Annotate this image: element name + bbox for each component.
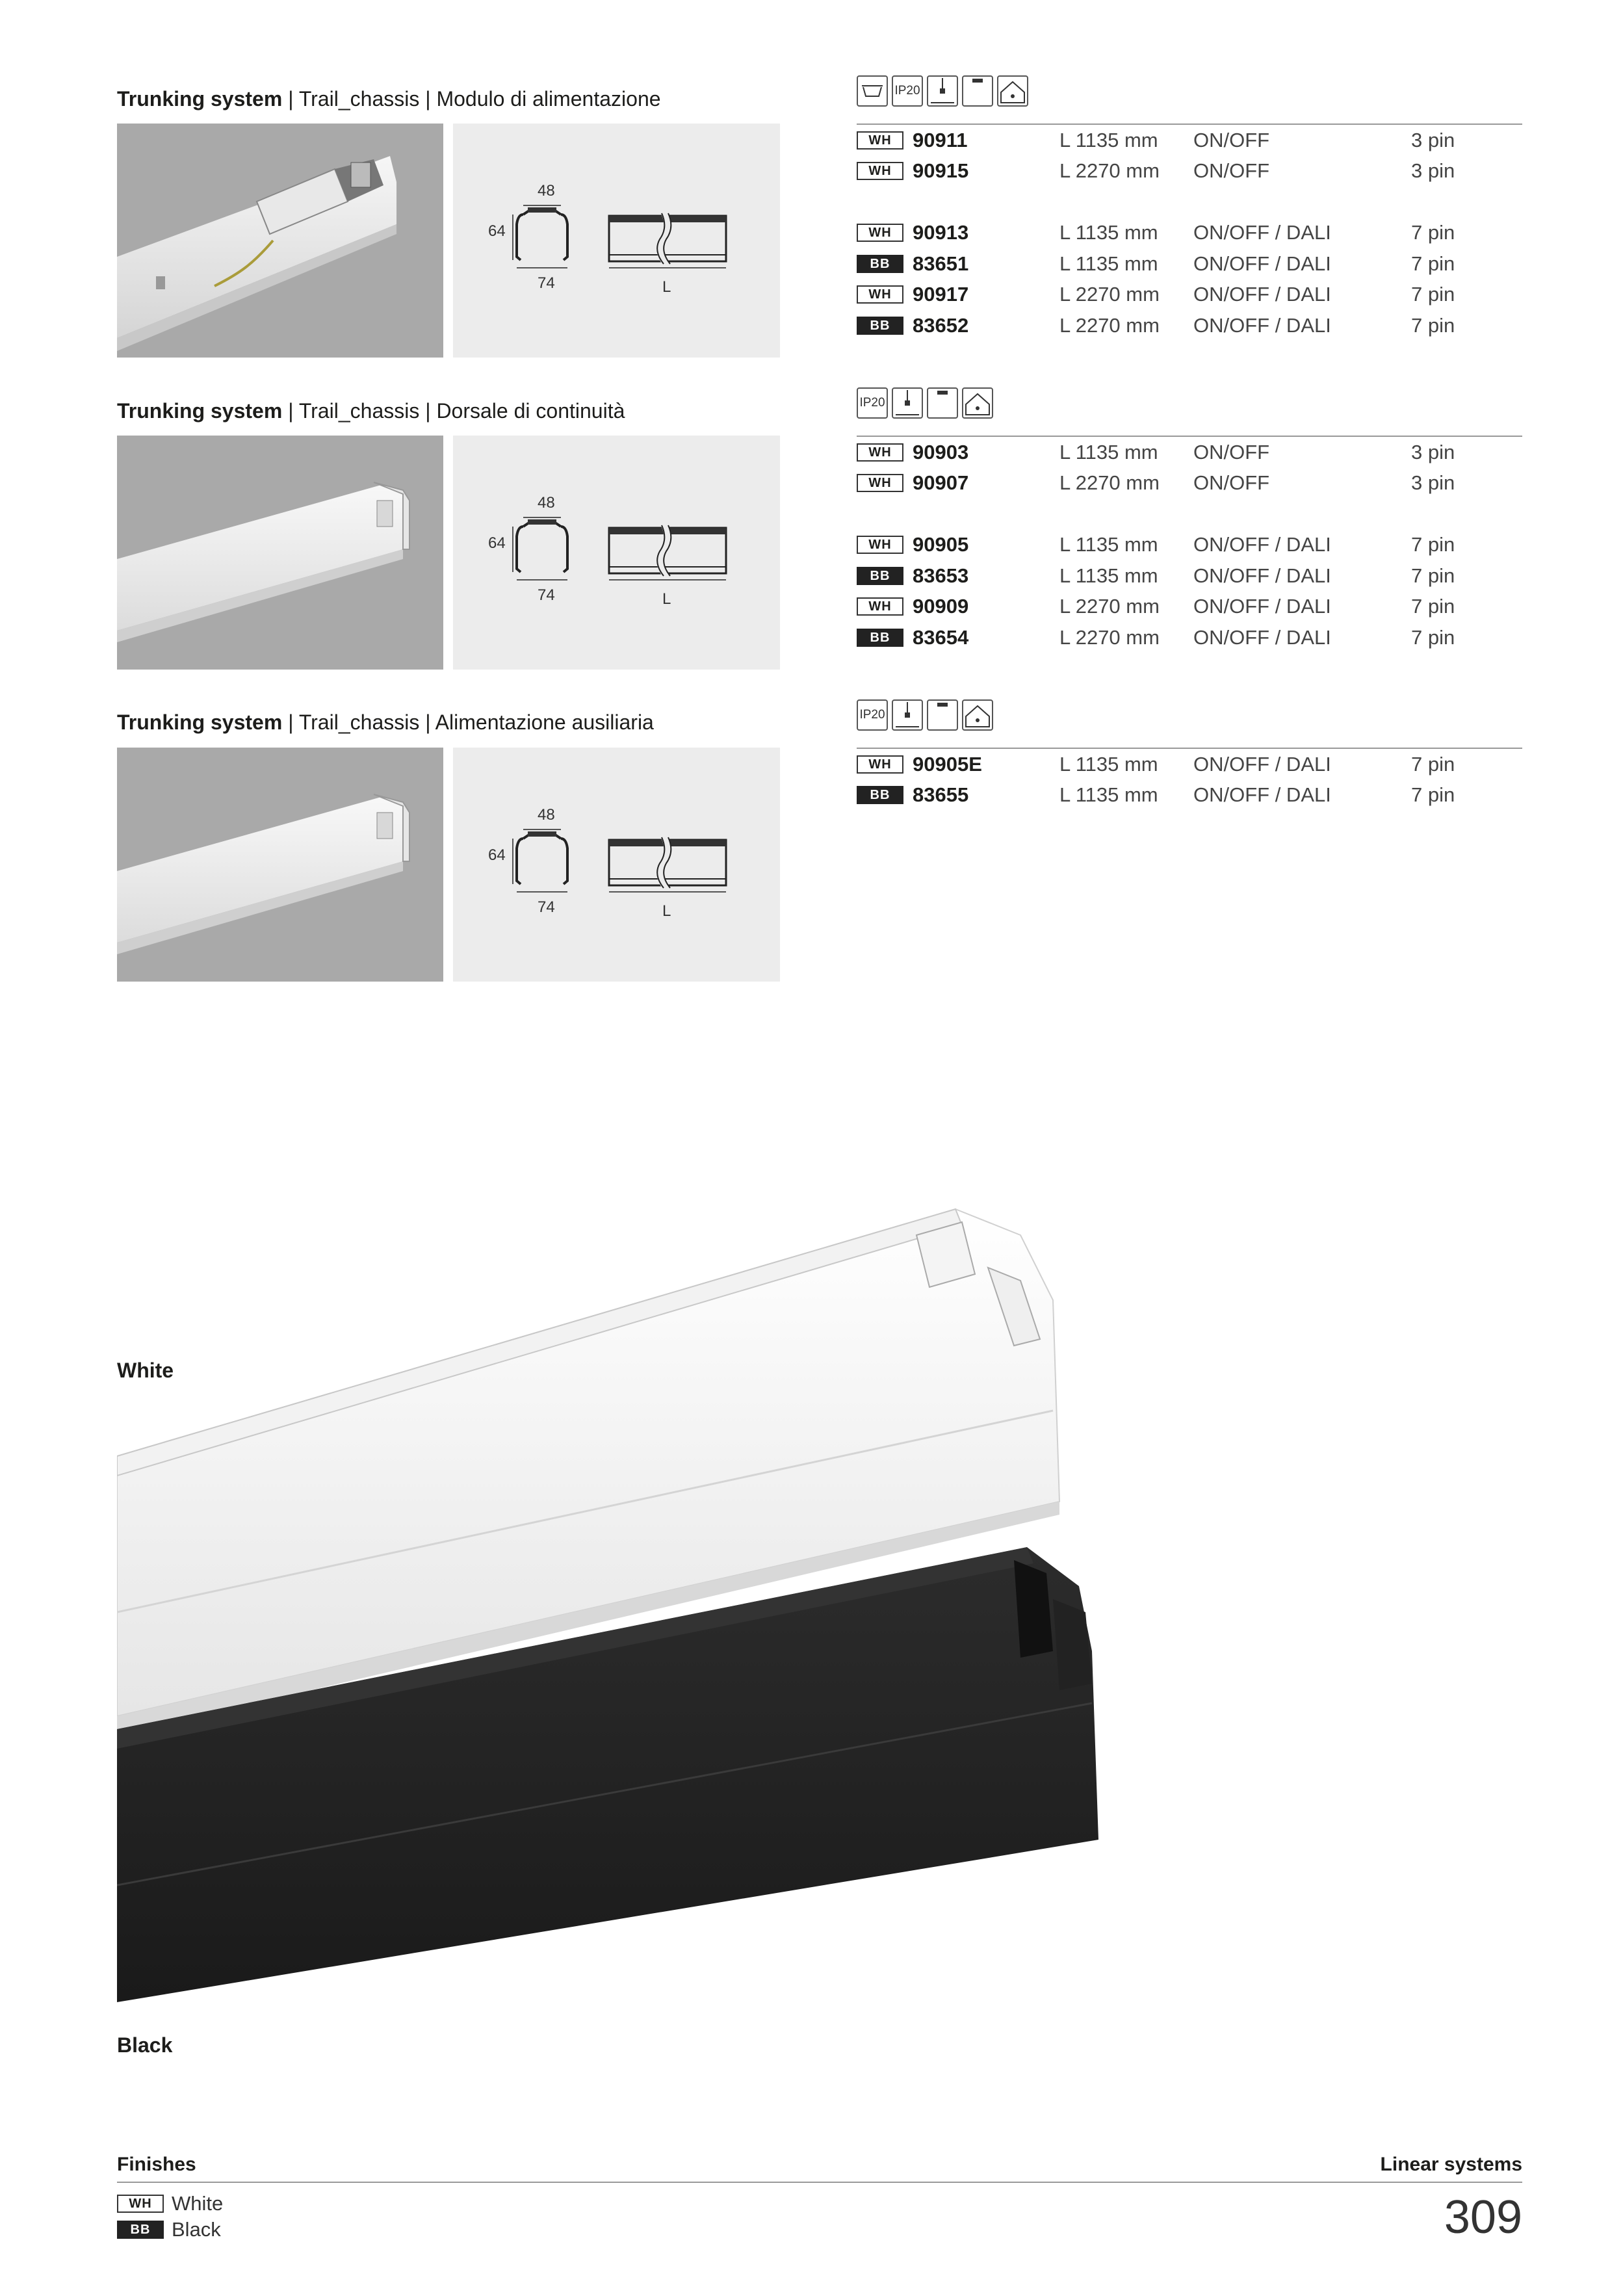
product-control: ON/OFF / DALI [1193, 783, 1331, 806]
product-pins: 3 pin [1411, 159, 1455, 182]
product-pins: 3 pin [1411, 441, 1455, 463]
product-row [857, 594, 1522, 620]
legend-code: BB [117, 2221, 164, 2239]
finish-badge: WH [857, 443, 903, 462]
product-row [857, 439, 1522, 465]
dimension-drawing [453, 436, 780, 670]
pendant-icon [927, 75, 958, 107]
product-row [857, 625, 1522, 651]
section-subtitle: Trail_chassis | Alimentazione ausiliaria [298, 711, 654, 734]
ceiling-icon [927, 387, 958, 419]
dim-width-bottom: 74 [538, 274, 555, 292]
product-row [857, 251, 1522, 277]
product-length: L 2270 mm [1059, 159, 1160, 182]
product-length: L 1135 mm [1059, 221, 1158, 244]
dimension-drawing [453, 124, 780, 358]
footer-category: Linear systems [1380, 2154, 1522, 2175]
surface-mount-icon [857, 75, 888, 107]
dim-height: 64 [488, 846, 506, 864]
product-photo-aux-power [117, 748, 443, 982]
finish-badge: BB [857, 629, 903, 647]
product-row [857, 220, 1522, 246]
product-length: L 2270 mm [1059, 283, 1160, 306]
ip20-icon: IP20 [857, 699, 888, 731]
product-control: ON/OFF / DALI [1193, 533, 1331, 556]
dim-width-top: 48 [538, 182, 555, 200]
product-row [857, 313, 1522, 339]
product-row [857, 532, 1522, 558]
legend-code: WH [117, 2195, 164, 2213]
product-code: 90905 [913, 533, 969, 556]
finish-badge: WH [857, 285, 903, 304]
product-pins: 7 pin [1411, 283, 1455, 306]
product-row [857, 782, 1522, 808]
product-control: ON/OFF [1193, 129, 1270, 151]
dim-length: L [662, 590, 671, 608]
dimension-drawing [453, 748, 780, 982]
product-length: L 1135 mm [1059, 783, 1158, 806]
product-code: 90909 [913, 595, 969, 618]
ip20-icon: IP20 [857, 387, 888, 419]
product-control: ON/OFF / DALI [1193, 626, 1331, 649]
product-row [857, 281, 1522, 307]
product-control: ON/OFF [1193, 159, 1270, 182]
section-title: Trunking system | Trail_chassis | Alimentazione ausiliaria [117, 711, 654, 734]
product-length: L 2270 mm [1059, 471, 1160, 494]
footer-divider [117, 2182, 1522, 2183]
product-row [857, 127, 1522, 153]
section-subtitle: Trail_chassis | Dorsale di continuità [298, 399, 625, 423]
section-title: Trunking system | Trail_chassis | Modulo di alimentazione [117, 87, 661, 111]
pendant-icon [892, 387, 923, 419]
ceiling-icon [927, 699, 958, 731]
dim-width-bottom: 74 [538, 898, 555, 916]
product-control: ON/OFF [1193, 441, 1270, 463]
finish-badge: WH [857, 536, 903, 554]
product-code: 90917 [913, 283, 969, 306]
dim-height: 64 [488, 222, 506, 240]
pendant-icon [892, 699, 923, 731]
product-photo-power-module [117, 124, 443, 358]
legend-label: White [172, 2192, 224, 2215]
dim-length: L [662, 902, 671, 920]
table-divider [857, 124, 1522, 125]
finish-badge: BB [857, 255, 903, 273]
product-control: ON/OFF / DALI [1193, 283, 1331, 306]
ceiling-icon [962, 75, 993, 107]
product-length: L 1135 mm [1059, 441, 1158, 463]
product-code: 90915 [913, 159, 969, 182]
product-pins: 7 pin [1411, 626, 1455, 649]
product-code: 83654 [913, 626, 969, 649]
house-icon [962, 387, 993, 419]
finishes-photo [117, 1196, 1157, 2015]
finish-badge: BB [857, 317, 903, 335]
product-length: L 1135 mm [1059, 753, 1158, 776]
section-subtitle: Trail_chassis | Modulo di alimentazione [298, 87, 661, 111]
product-code: 90913 [913, 221, 969, 244]
product-length: L 2270 mm [1059, 595, 1160, 618]
ip20-icon: IP20 [892, 75, 923, 107]
finish-badge: WH [857, 162, 903, 180]
product-code: 83653 [913, 564, 969, 587]
product-length: L 1135 mm [1059, 564, 1158, 587]
finish-badge: WH [857, 224, 903, 242]
product-pins: 7 pin [1411, 252, 1455, 275]
product-row [857, 563, 1522, 589]
spec-icons [857, 387, 993, 424]
dim-width-bottom: 74 [538, 586, 555, 604]
product-control: ON/OFF / DALI [1193, 595, 1331, 618]
product-control: ON/OFF / DALI [1193, 252, 1331, 275]
section-brand: Trunking system [117, 399, 283, 423]
table-divider [857, 436, 1522, 437]
product-row [857, 158, 1522, 184]
finish-label-white: White [117, 1359, 174, 1382]
house-icon [962, 699, 993, 731]
finish-badge: BB [857, 786, 903, 804]
section-brand: Trunking system [117, 711, 283, 734]
product-pins: 7 pin [1411, 533, 1455, 556]
spec-icons [857, 75, 1028, 112]
product-control: ON/OFF / DALI [1193, 753, 1331, 776]
product-control: ON/OFF / DALI [1193, 564, 1331, 587]
dim-width-top: 48 [538, 806, 555, 824]
dim-height: 64 [488, 534, 506, 552]
product-pins: 7 pin [1411, 314, 1455, 337]
product-code: 90905E [913, 753, 982, 776]
product-code: 83651 [913, 252, 969, 275]
product-code: 90911 [913, 129, 968, 151]
product-code: 83652 [913, 314, 969, 337]
house-icon [997, 75, 1028, 107]
product-code: 83655 [913, 783, 969, 806]
spec-icons [857, 699, 993, 736]
product-length: L 2270 mm [1059, 314, 1160, 337]
product-pins: 3 pin [1411, 129, 1455, 151]
product-row [857, 751, 1522, 777]
dim-width-top: 48 [538, 494, 555, 512]
footer-finishes-title: Finishes [117, 2154, 196, 2175]
finish-badge: BB [857, 567, 903, 585]
finish-badge: WH [857, 755, 903, 774]
product-control: ON/OFF [1193, 471, 1270, 494]
product-pins: 7 pin [1411, 564, 1455, 587]
product-pins: 7 pin [1411, 221, 1455, 244]
finish-badge: WH [857, 474, 903, 492]
product-length: L 2270 mm [1059, 626, 1160, 649]
product-pins: 7 pin [1411, 753, 1455, 776]
section-brand: Trunking system [117, 87, 283, 111]
product-pins: 7 pin [1411, 595, 1455, 618]
product-length: L 1135 mm [1059, 252, 1158, 275]
dim-length: L [662, 278, 671, 296]
table-divider [857, 748, 1522, 749]
product-length: L 1135 mm [1059, 129, 1158, 151]
product-row [857, 470, 1522, 496]
product-length: L 1135 mm [1059, 533, 1158, 556]
finish-badge: WH [857, 131, 903, 150]
page-number: 309 [1444, 2191, 1522, 2243]
finish-badge: WH [857, 597, 903, 616]
product-pins: 7 pin [1411, 783, 1455, 806]
product-photo-continuity [117, 436, 443, 670]
product-control: ON/OFF / DALI [1193, 221, 1331, 244]
product-code: 90903 [913, 441, 969, 463]
finish-label-black: Black [117, 2033, 173, 2057]
product-code: 90907 [913, 471, 969, 494]
product-pins: 3 pin [1411, 471, 1455, 494]
section-title: Trunking system | Trail_chassis | Dorsale di continuità [117, 399, 625, 423]
legend-label: Black [172, 2218, 221, 2241]
product-control: ON/OFF / DALI [1193, 314, 1331, 337]
